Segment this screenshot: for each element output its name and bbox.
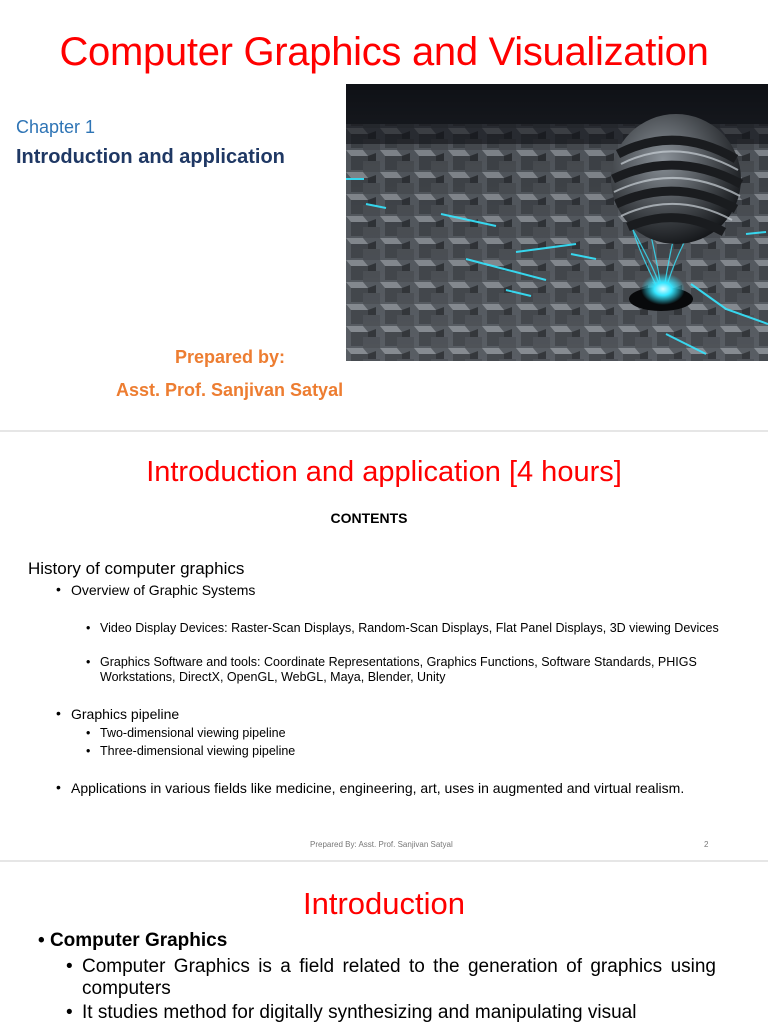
list-item-definition: • Computer Graphics is a field related to the generation of graphics using computers bbox=[66, 956, 716, 999]
slide-title: Computer Graphics and Visualization bbox=[59, 30, 709, 74]
bullet-dot-icon: • bbox=[66, 956, 73, 977]
list-item-graphics-software: • Graphics Software and tools: Coordinate Representations, Graphics Functions, Software Standards, PHIGS Workstations, DirectX, OpenGL, WebGL, Maya, Blender, Unity bbox=[86, 655, 697, 684]
bullet-dot-icon: • bbox=[86, 621, 91, 635]
prepared-by-label: Prepared by: bbox=[175, 347, 286, 367]
bullet-dot-icon: • bbox=[38, 930, 50, 951]
slide-footer: Prepared By: Asst. Prof. Sanjivan Satyal bbox=[310, 840, 453, 849]
contents-heading: CONTENTS bbox=[330, 510, 408, 526]
list-item-three-d: • Three-dimensional viewing pipeline bbox=[86, 744, 296, 758]
bullet-dot-icon: • bbox=[86, 655, 91, 669]
list-item-two-d: • Two-dimensional viewing pipeline bbox=[86, 726, 286, 740]
list-item-pipeline: • Graphics pipeline bbox=[56, 705, 180, 722]
contents-slide bbox=[0, 432, 768, 860]
bullet-dot-icon: • bbox=[56, 705, 61, 721]
introduction-slide bbox=[0, 862, 768, 1024]
list-item-computer-graphics: • Computer Graphics bbox=[38, 930, 228, 951]
bullet-dot-icon: • bbox=[66, 1002, 73, 1023]
bullet-dot-icon: • bbox=[86, 744, 91, 758]
title-slide bbox=[0, 0, 768, 430]
chapter-label: Chapter 1 bbox=[16, 117, 96, 137]
slide-title: Introduction bbox=[303, 886, 465, 921]
list-item-history: History of computer graphics bbox=[28, 559, 245, 578]
author-name: Asst. Prof. Sanjivan Satyal bbox=[116, 380, 344, 400]
list-item-overview: • Overview of Graphic Systems bbox=[56, 581, 256, 598]
chapter-subtitle: Introduction and application bbox=[16, 146, 285, 168]
bullet-dot-icon: • bbox=[56, 581, 61, 597]
list-item-video-display: • Video Display Devices: Raster-Scan Displays, Random-Scan Displays, Flat Panel Displays, 3D viewing Devices bbox=[86, 621, 719, 635]
hero-image bbox=[346, 84, 768, 361]
bullet-dot-icon: • bbox=[86, 726, 91, 740]
page-number: 2 bbox=[704, 840, 709, 849]
list-item-studies: • It studies method for digitally synthesizing and manipulating visual bbox=[66, 1002, 637, 1023]
list-item-applications: • Applications in various fields like medicine, engineering, art, uses in augmented and virtual realism. bbox=[56, 779, 685, 796]
bullet-dot-icon: • bbox=[56, 779, 61, 795]
slide-title: Introduction and application [4 hours] bbox=[146, 456, 622, 488]
